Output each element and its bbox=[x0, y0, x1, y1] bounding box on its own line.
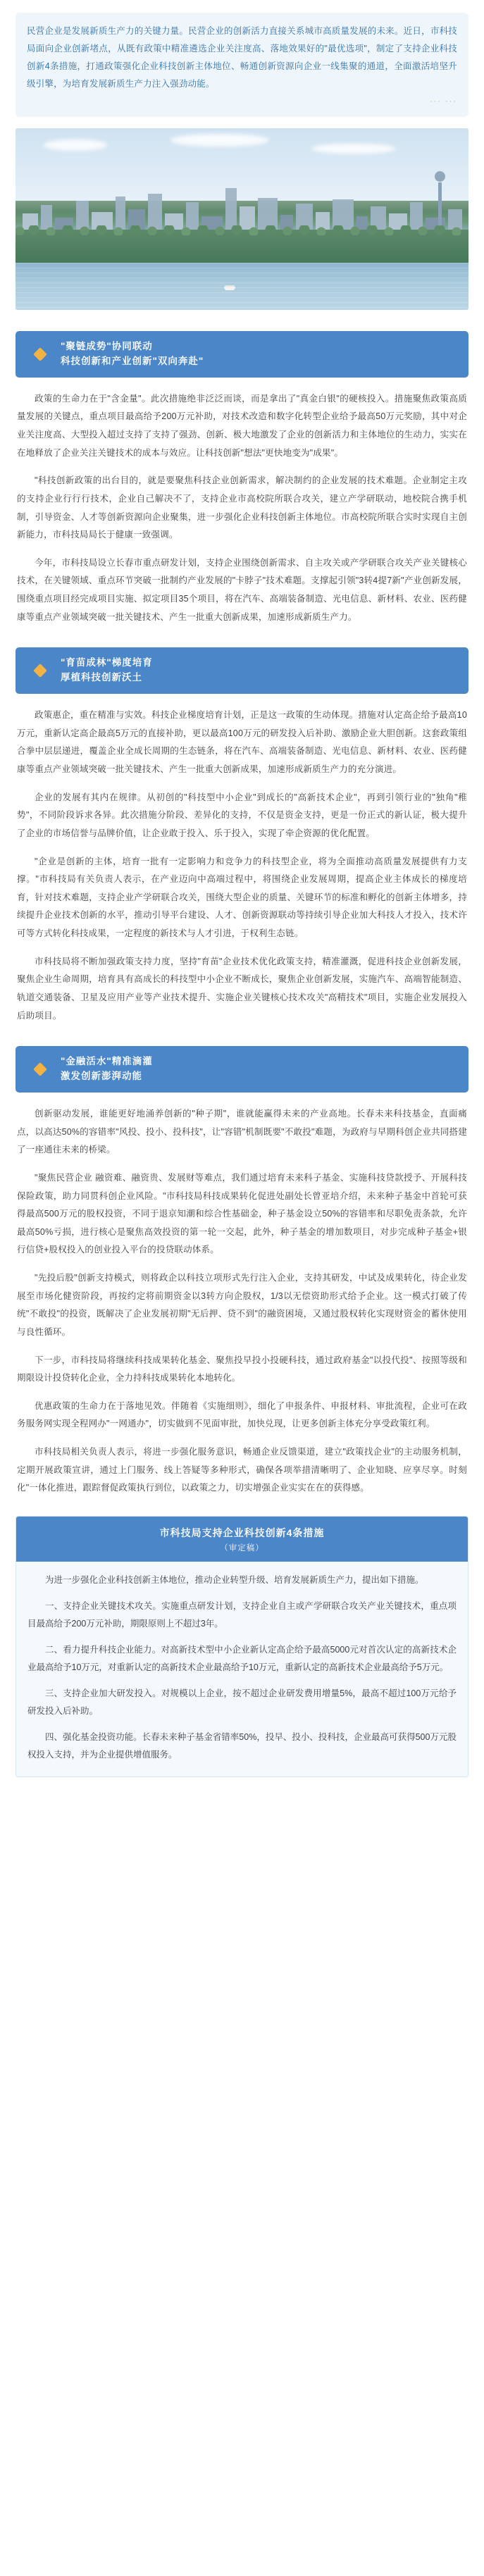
section-heading-3 bbox=[15, 1046, 469, 1093]
measures-body bbox=[16, 1562, 468, 1777]
section-heading-1-line2: 科技创新和产业创新"双向奔赴" bbox=[61, 355, 204, 366]
cloud-icon bbox=[44, 139, 107, 151]
hero-image bbox=[15, 128, 469, 310]
cloud-icon bbox=[170, 134, 269, 147]
section-body-2 bbox=[0, 698, 484, 1025]
section-body-1 bbox=[0, 382, 484, 627]
paragraph: "聚焦民营企业 融资难、融资贵、发展财等难点，我们通过培育未来科子基金、实施科技贷款授予、开展科技保险政策，助力同贯科创企业风险。"市科技局科技成果转化促进处副处长曾亚培介绍，未来种子基金中首轮可获得最高500万元的股权投资，不同于退京知潮和综合性基础金，种子基金设立50%的容错率和尽职免责条款，允许最高50%亏损，进行核心是聚焦高效投资的第一轮一交起，此外，种子基金的增加数项目，对步完成种子基金+银行信贷+股权投入的创业投入平台的投贷联动体系。 bbox=[17, 1172, 467, 1255]
paragraph: 市科技局相关负责人表示，将进一步强化服务意识，畅通企业反馈渠道，建立"政策找企业"的主动服务机制，定期开展政策宣讲，通过上门服务、线上答疑等多种形式，确保各项举措清晰明了、企业知晓、应享尽享。时刻化"一体化推进，跟踪督促政策执行到位，以政策之力，切实增强企业实实在在的获得感。 bbox=[17, 1447, 467, 1493]
section-heading-2 bbox=[15, 647, 469, 694]
paragraph: 下一步，市科技局将继续科技成果转化基金、聚焦投早投小投硬科技，通过政府基金"以投代投"、按照等级和期限设计投贷转化企业，全力持科技成果转化本地转化。 bbox=[17, 1355, 467, 1383]
section-heading-1 bbox=[15, 331, 469, 378]
measures-paragraph: 二、看力提升科技企业能力。对高新技术型中小企业新认定高企给予最高5000元对首次认定的高新技术企业最高给予10万元，对重新认定的高新技术企业最高给予10万元，重新认定的高新技术企业最高给予5万元。 bbox=[27, 1645, 457, 1673]
section-body-3 bbox=[0, 1097, 484, 1498]
diamond-icon bbox=[33, 347, 47, 361]
cloud-icon bbox=[311, 144, 396, 154]
measures-paragraph: 为进一步强化企业科技创新主体地位，推动企业转型升级、培育发展新质生产力，提出如下措施。 bbox=[45, 1575, 424, 1586]
measures-header bbox=[16, 1517, 468, 1562]
section-heading-2-line2: 厚植科技创新沃土 bbox=[61, 672, 142, 683]
section-heading-2-line1: "育苗成林"梯度培育 bbox=[61, 657, 153, 668]
paragraph: 创新驱动发展，谁能更好地涌养创新的"种子期"，谁就能赢得未来的产业高地。长春未来科技基金，直面痛点，以高达50%的容错率"风投、投小、投科技"，让"容错"机制既要"不敢投"难题，为政府与早期科创企业共同搭建了一座通往未来的桥梁。 bbox=[17, 1109, 467, 1155]
tree-line bbox=[15, 230, 469, 262]
intro-section bbox=[0, 0, 484, 120]
diamond-icon bbox=[33, 1062, 47, 1076]
paragraph: 优惠政策的生命力在于落地见效。伴随着《实施细则》，细化了申报条件、申报材料、审批流程，企业可在政务服务网实现全程网办"一网通办"，切实做到不见面审批，加快兑现，让更多创新主体充分享受政策红利。 bbox=[17, 1400, 467, 1429]
measures-title: 市科技局支持企业科技创新4条措施 bbox=[159, 1526, 325, 1538]
measures-card bbox=[15, 1516, 469, 1777]
diamond-icon bbox=[33, 664, 47, 678]
measures-paragraph: 一、支持企业关键技术攻关。实施重点研发计划，支持企业自主或产学研联合攻关产业关键技术，重点项目最高给予200万元补助，期限原则上不超过3年。 bbox=[27, 1601, 457, 1629]
intro-paragraph: 民营企业是发展新质生产力的关键力量。民营企业的创新活力直接关系城市高质量发展的未来。近日，市科技局面向企业创新堵点，从既有政策中精准遴选企业关注度高、落地效果好的"最优选项"，制定了支持企业科技创新4条措施，打通政策强化企业科技创新主体地位、畅通创新资源向企业一线集聚的通道，全面激活培坚升级引擎，为培育发展新质生产力注入强劲动能。 bbox=[27, 26, 457, 89]
paragraph: 企业的发展有其内在规律。从初创的"科技型中小企业"到成长的"高新技术企业"，再到引领行业的"独角"稚势"，不同阶段诉求各异。此次措施分阶段、差异化的支持，不仅是资金支持，更是一份正式的新认证，极大提升了企业的市场信誉与品牌价值，让企业敢于投入、乐于投入，实现了牵企资源的优化配置。 bbox=[17, 792, 467, 838]
paragraph: 今年，市科技局设立长春市重点研发计划，支持企业围绕创新需求、自主攻关或产学研联合攻关产业关键核心技术，在关键领域、重点环节突破一批制约产业发展的"卡脖子"技术难题。支撑起引领"3转4提7新"产业创新发展，围绕重点项目经完成项目实施、拟定项目35个项目，将在汽车、高端装备制造、光电信息、新材料、农业、医药健康等重点产业领域突破一批关键技术、产生一批重大创新成果，加速形成新质生产力。 bbox=[17, 557, 467, 622]
boat-icon bbox=[224, 287, 235, 290]
paragraph: 政策的生命力在于"含金量"。此次措施绝非泛泛而谈，而是拿出了"真金白银"的硬核投入。措施聚焦政策高质量发展的关键点，重点项目最高给予200万元补助，对技术改造和数字化转型企业给予最高50万元奖励，其中对企业关注度高、大型投入超过支持了支持了强劲、创新、极大地激发了企业的创新活力和主体地位的生动力，实实在在地释放了企业关注关键技术的成本与效应。让科技创新"想法"更快地变为"成果"。 bbox=[17, 393, 467, 458]
water-layer bbox=[15, 263, 469, 310]
paragraph: "企业是创新的主体，培育一批有一定影响力和竞争力的科技型企业，将为全面推动高质量发展提供有力支撑。"市科技局有关负责人表示，在产业迈向中高端过程中，将围绕企业发展周期，提高企业主体成长的梯度培育，针对技术难题，支持企业产学研联合攻关，围绕大型企业的质量、关键环节的标准和孵化的创新主体增多，持续提升企业技术创新的水平，推动引导平台建设、人才、创新资源联动等持续引导企业加大科技人才投入，技术许可等方式转化科技成果，一定程度的新技术与人才引进，于权利生态链。 bbox=[17, 856, 467, 939]
measures-subtitle: （审定稿） bbox=[220, 1544, 264, 1553]
paragraph: 市科技局将不断加强政策支持力度，坚持"育苗"企业技术优化政策支持，精准灌溉，促进科技企业创新发展，聚焦企业生命周期，培育具有高成长的科技型中小企业不断成长，聚焦企业创新发展，实施汽车、高端智能制造、轨道交通装备、卫星及应用产业等产业技术提升、实施企业关键核心技术攻关"高精技术"项目，实施企业发展投入后助项目。 bbox=[17, 956, 467, 1021]
section-heading-3-line1: "金融活水"精准滴灌 bbox=[61, 1056, 153, 1067]
measures-paragraph: 三、支持企业加大研发投入。对规模以上企业，按不超过企业研发费用增量5%，最高不超过100万元给予研发投入后补助。 bbox=[27, 1688, 457, 1717]
section-heading-1-line1: "聚链成势"协同联动 bbox=[61, 341, 153, 351]
intro-dots: ··· ··· bbox=[429, 97, 457, 106]
measures-paragraph: 四、强化基金投资功能。长春未来种子基金省错率50%，投早、投小、投科技，企业最高可获得500万元股权投入支持，并为企业提供增值服务。 bbox=[27, 1732, 457, 1760]
paragraph: "科技创新政策的出台目的，就是要聚焦科技企业创新需求，解决制约的企业发展的技术难题。企业制定主攻的支持企业行行行技术，企业自己解决不了，支持企业市高校院所联合攻关，建立产学研联动，地校院合携手机制，引导资金、人才等创新资源向企业聚集，进一步强化企业科技创新主体地位。市高校院所联合实时实现自主创新能力，市科技局局长于健康一致强调。 bbox=[17, 475, 467, 540]
intro-card bbox=[15, 13, 469, 117]
paragraph: "先投后股"创新支持模式，则将政企以科技立项形式先行注入企业，支持其研发，中试及成果转化，待企业发展至市场化健资阶段，再按约定将前期资金以3转方向企股权，1/3以无偿资助形式给予企业。这一模式打破了传统"不敢投"的投资，既解决了企业发展初期"无后押、贷不到"的融资困境，又通过股权转化实现财资金的蓄休使用与良性循环。 bbox=[17, 1273, 467, 1337]
section-heading-3-line2: 激发创新澎湃动能 bbox=[61, 1071, 142, 1082]
paragraph: 政策惠企，重在精准与实效。科技企业梯度培育计划，正是这一政策的生动体现。措施对认定高企给予最高10万元，重新认定高企最高5万元的直接补助，更以最高100万元的研发投入后补助、激励企业大胆创新。这套政策组合拳中层层递进，覆盖企业全成长周期的生态链条，将在汽车、高端装备制造、光电信息、新材料、农业、医药健康等重点产业领域突破一批关键技术、产生一批重大创新成果，加速形成新质生产力的充分演进。 bbox=[17, 710, 467, 775]
